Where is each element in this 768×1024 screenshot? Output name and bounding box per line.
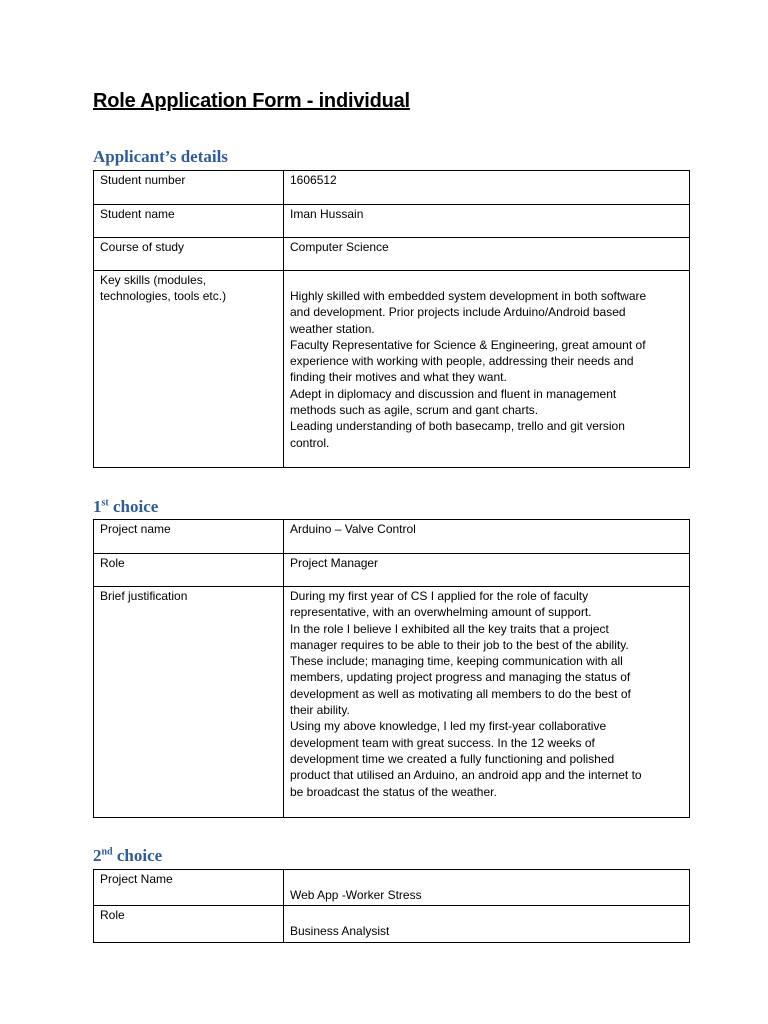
brief-justification-label: Brief justification bbox=[94, 587, 284, 818]
project-name-label: Project Name bbox=[94, 870, 284, 906]
key-skills-value: Highly skilled with embedded system development in both software and development. Prior projects include Arduino/Android based weather station. Faculty Representative for Science & Engineering, great amount of experience with working with people, addressing their needs and finding their motives and what they want. Adept in diplomacy and discussion and fluent in management methods such as agile, scrum and gant charts. Leading understanding of both basecamp, trello and git version control. bbox=[284, 271, 690, 468]
student-name-value: Iman Hussain bbox=[284, 205, 690, 238]
project-name-value: Web App -Worker Stress bbox=[284, 870, 690, 906]
applicant-details-heading: Applicant’s details bbox=[93, 147, 228, 166]
table-row bbox=[94, 171, 690, 205]
table-row bbox=[94, 587, 690, 818]
key-skills-label: Key skills (modules, technologies, tools etc.) bbox=[94, 271, 284, 468]
second-choice-heading: 2nd choice bbox=[93, 846, 163, 865]
applicant-details-table bbox=[93, 170, 690, 468]
project-name-label: Project name bbox=[94, 520, 284, 554]
role-label: Role bbox=[94, 554, 284, 587]
role-value: Business Analysist bbox=[284, 906, 690, 942]
student-name-label: Student name bbox=[94, 205, 284, 238]
student-number-label: Student number bbox=[94, 171, 284, 205]
table-row bbox=[94, 554, 690, 587]
table-row bbox=[94, 271, 690, 468]
first-choice-table bbox=[93, 519, 690, 818]
table-row bbox=[94, 520, 690, 554]
student-number-value: 1606512 bbox=[284, 171, 690, 205]
document-title: Role Application Form - individual bbox=[93, 90, 410, 112]
role-label: Role bbox=[94, 906, 284, 942]
first-choice-heading: 1st choice bbox=[93, 497, 159, 516]
second-choice-table bbox=[93, 869, 690, 943]
role-value: Project Manager bbox=[284, 554, 690, 587]
course-of-study-label: Course of study bbox=[94, 238, 284, 271]
course-of-study-value: Computer Science bbox=[284, 238, 690, 271]
brief-justification-value: During my first year of CS I applied for the role of faculty representative, with an overwhelming amount of support. In the role I believe I exhibited all the key traits that a project manager requires to be able to their job to the best of the ability. These include; managing time, keeping communication with all members, updating project progress and managing the status of development as well as motivating all members to do the best of their ability. Using my above knowledge, I led my first-year collaborative development team with great success. In the 12 weeks of development time we created a fully functioning and polished product that utilised an Arduino, an android app and the internet to be broadcast the status of the weather. bbox=[284, 587, 690, 818]
table-row bbox=[94, 870, 690, 906]
table-row bbox=[94, 238, 690, 271]
table-row bbox=[94, 906, 690, 942]
project-name-value: Arduino – Valve Control bbox=[284, 520, 690, 554]
table-row bbox=[94, 205, 690, 238]
